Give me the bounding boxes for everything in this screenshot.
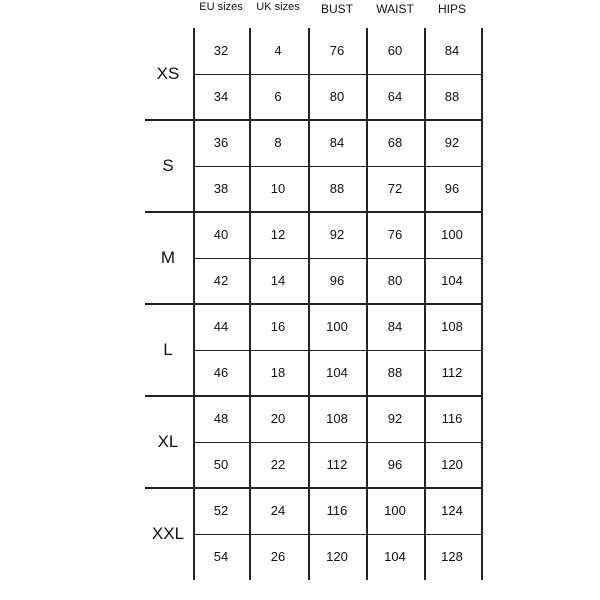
group-divider <box>145 487 481 489</box>
table-cell: 116 <box>441 411 463 426</box>
table-cell: 116 <box>326 503 348 518</box>
table-cell: 128 <box>441 549 463 564</box>
table-cell: 100 <box>441 227 463 242</box>
table-cell: 92 <box>387 411 403 426</box>
table-cell: 64 <box>387 89 403 104</box>
size-label-s: S <box>162 156 174 175</box>
table-cell: 40 <box>213 227 229 242</box>
group-divider <box>145 119 481 121</box>
table-cell: 96 <box>444 181 460 196</box>
table-cell: 104 <box>441 273 463 288</box>
size-label-xxl: XXL <box>151 524 185 543</box>
table-cell: 76 <box>387 227 403 242</box>
table-cell: 88 <box>387 365 403 380</box>
table-cell: 80 <box>387 273 403 288</box>
table-cell: 108 <box>441 319 463 334</box>
table-cell: 104 <box>326 365 348 380</box>
uk-sizes-header: UK sizes <box>256 1 300 13</box>
row-divider <box>193 258 481 259</box>
table-cell: 88 <box>444 89 460 104</box>
size-label-l: L <box>163 340 173 359</box>
table-cell: 44 <box>213 319 229 334</box>
group-divider <box>145 303 481 305</box>
table-cell: 6 <box>274 89 282 104</box>
table-cell: 124 <box>441 503 463 518</box>
table-cell: 50 <box>213 457 229 472</box>
table-cell: 100 <box>326 319 348 334</box>
table-cell: 32 <box>213 43 229 58</box>
group-divider <box>145 211 481 213</box>
column-divider <box>481 28 483 580</box>
table-cell: 8 <box>274 135 282 150</box>
table-cell: 80 <box>329 89 345 104</box>
table-cell: 34 <box>213 89 229 104</box>
table-cell: 12 <box>270 227 286 242</box>
table-cell: 96 <box>329 273 345 288</box>
table-cell: 48 <box>213 411 229 426</box>
row-divider <box>193 534 481 535</box>
size-label-xl: XL <box>157 432 179 451</box>
table-cell: 76 <box>329 43 345 58</box>
table-cell: 4 <box>274 43 282 58</box>
table-cell: 92 <box>329 227 345 242</box>
table-cell: 68 <box>387 135 403 150</box>
row-divider <box>193 350 481 351</box>
table-cell: 54 <box>213 549 229 564</box>
table-cell: 88 <box>329 181 345 196</box>
table-cell: 36 <box>213 135 229 150</box>
table-cell: 96 <box>387 457 403 472</box>
table-cell: 92 <box>444 135 460 150</box>
table-cell: 112 <box>326 457 348 472</box>
table-cell: 112 <box>441 365 463 380</box>
table-cell: 26 <box>270 549 286 564</box>
waist-header: WAIST <box>376 2 414 16</box>
table-cell: 60 <box>387 43 403 58</box>
table-cell: 18 <box>270 365 286 380</box>
size-label-m: M <box>160 248 176 267</box>
table-cell: 104 <box>384 549 406 564</box>
group-divider <box>145 395 481 397</box>
row-divider <box>193 166 481 167</box>
table-cell: 72 <box>387 181 403 196</box>
table-cell: 24 <box>270 503 286 518</box>
row-divider <box>193 74 481 75</box>
table-cell: 84 <box>444 43 460 58</box>
table-cell: 16 <box>270 319 286 334</box>
row-divider <box>193 442 481 443</box>
table-cell: 108 <box>326 411 348 426</box>
table-cell: 120 <box>441 457 463 472</box>
hips-header: HIPS <box>437 2 466 16</box>
eu-sizes-header: EU sizes <box>199 1 243 13</box>
table-cell: 46 <box>213 365 229 380</box>
table-cell: 42 <box>213 273 229 288</box>
table-cell: 20 <box>270 411 286 426</box>
bust-header: BUST <box>320 2 353 16</box>
table-cell: 84 <box>329 135 345 150</box>
table-cell: 52 <box>213 503 229 518</box>
table-cell: 38 <box>213 181 229 196</box>
table-cell: 120 <box>326 549 348 564</box>
table-cell: 14 <box>270 273 286 288</box>
table-cell: 22 <box>270 457 286 472</box>
table-cell: 84 <box>387 319 403 334</box>
size-label-xs: XS <box>156 64 180 83</box>
table-cell: 10 <box>270 181 286 196</box>
table-cell: 100 <box>384 503 406 518</box>
